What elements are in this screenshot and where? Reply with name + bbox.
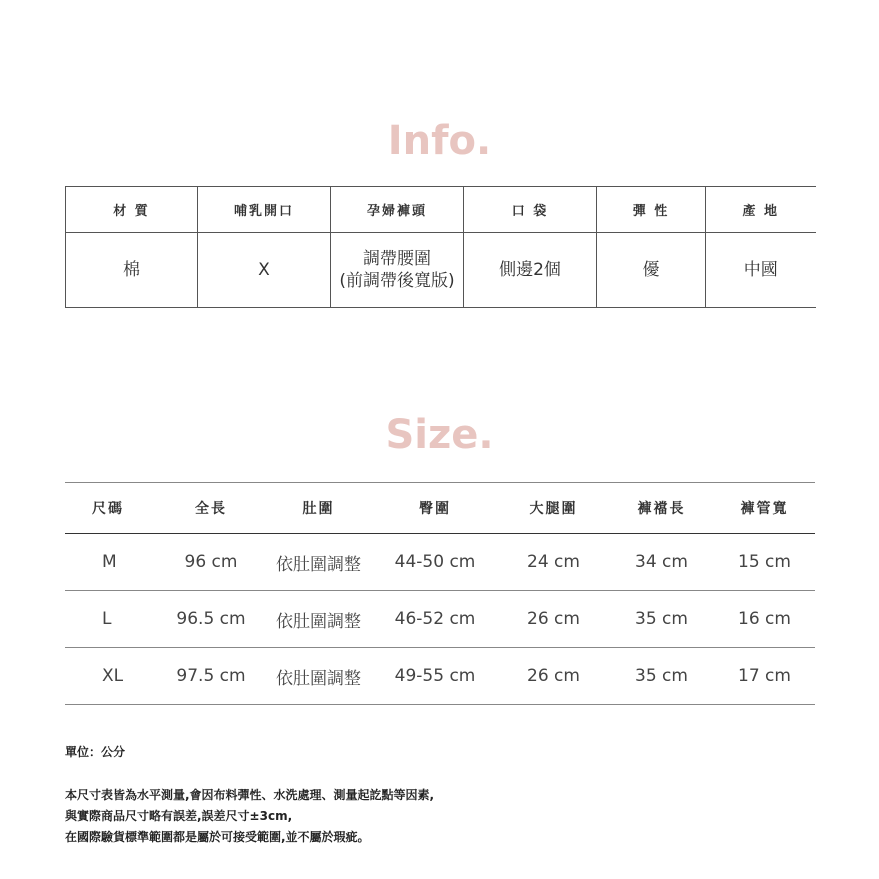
size-header-hip: 臀圍 (372, 483, 498, 534)
size-header-belly: 肚圍 (265, 483, 372, 534)
info-title: Info. (387, 118, 492, 164)
unit-note: 單位：公分 (65, 745, 126, 759)
info-table (65, 186, 816, 308)
info-header-row (66, 187, 816, 233)
size-header-size: 尺碼 (65, 483, 157, 534)
size-header-leg-opening: 褲管寬 (714, 483, 815, 534)
info-value-maternity-waist: 調帶腰圍 (前調帶後寬版) (331, 233, 464, 308)
size-row (65, 534, 815, 591)
size-cell: 依肚圍調整 (265, 591, 372, 648)
info-header-material: 材 質 (66, 187, 198, 233)
info-value-material: 棉 (66, 233, 198, 308)
measurement-note-line: 在國際驗貨標準範圍都是屬於可接受範圍,並不屬於瑕疵。 (65, 830, 370, 844)
info-header-elasticity: 彈 性 (597, 187, 706, 233)
info-header-pocket: 口 袋 (464, 187, 597, 233)
size-cell: 16 cm (714, 591, 815, 648)
measurement-note (65, 785, 434, 848)
size-cell: 49-55 cm (372, 648, 498, 705)
size-cell: 46-52 cm (372, 591, 498, 648)
size-cell: 35 cm (609, 591, 714, 648)
info-header-nursing-opening: 哺乳開口 (198, 187, 331, 233)
size-cell: 96.5 cm (157, 591, 265, 648)
size-header-thigh: 大腿圍 (498, 483, 609, 534)
size-cell: 35 cm (609, 648, 714, 705)
size-cell: L (65, 591, 157, 648)
size-cell: 26 cm (498, 591, 609, 648)
size-cell: 26 cm (498, 648, 609, 705)
info-value-elasticity: 優 (597, 233, 706, 308)
measurement-note-line: 與實際商品尺寸略有誤差,誤差尺寸±3cm, (65, 809, 293, 823)
info-value-nursing-opening: X (198, 233, 331, 308)
info-header-maternity-waist: 孕婦褲頭 (331, 187, 464, 233)
size-header-row (65, 483, 815, 534)
size-title: Size. (385, 412, 494, 458)
size-cell: 97.5 cm (157, 648, 265, 705)
size-header-rise: 褲襠長 (609, 483, 714, 534)
size-cell: 44-50 cm (372, 534, 498, 591)
info-value-row (66, 233, 816, 308)
measurement-note-line: 本尺寸表皆為水平測量,會因布料彈性、水洗處理、測量起訖點等因素, (65, 788, 435, 802)
size-cell: 24 cm (498, 534, 609, 591)
size-cell: M (65, 534, 157, 591)
size-row (65, 591, 815, 648)
info-value-origin: 中國 (706, 233, 816, 308)
size-cell: 15 cm (714, 534, 815, 591)
size-cell: 17 cm (714, 648, 815, 705)
size-cell: XL (65, 648, 157, 705)
size-header-length: 全長 (157, 483, 265, 534)
size-cell: 依肚圍調整 (265, 648, 372, 705)
info-value-pocket: 側邊2個 (464, 233, 597, 308)
size-cell: 34 cm (609, 534, 714, 591)
size-cell: 96 cm (157, 534, 265, 591)
size-cell: 依肚圍調整 (265, 534, 372, 591)
size-row (65, 648, 815, 705)
info-header-origin: 產 地 (706, 187, 816, 233)
size-table (65, 482, 815, 705)
